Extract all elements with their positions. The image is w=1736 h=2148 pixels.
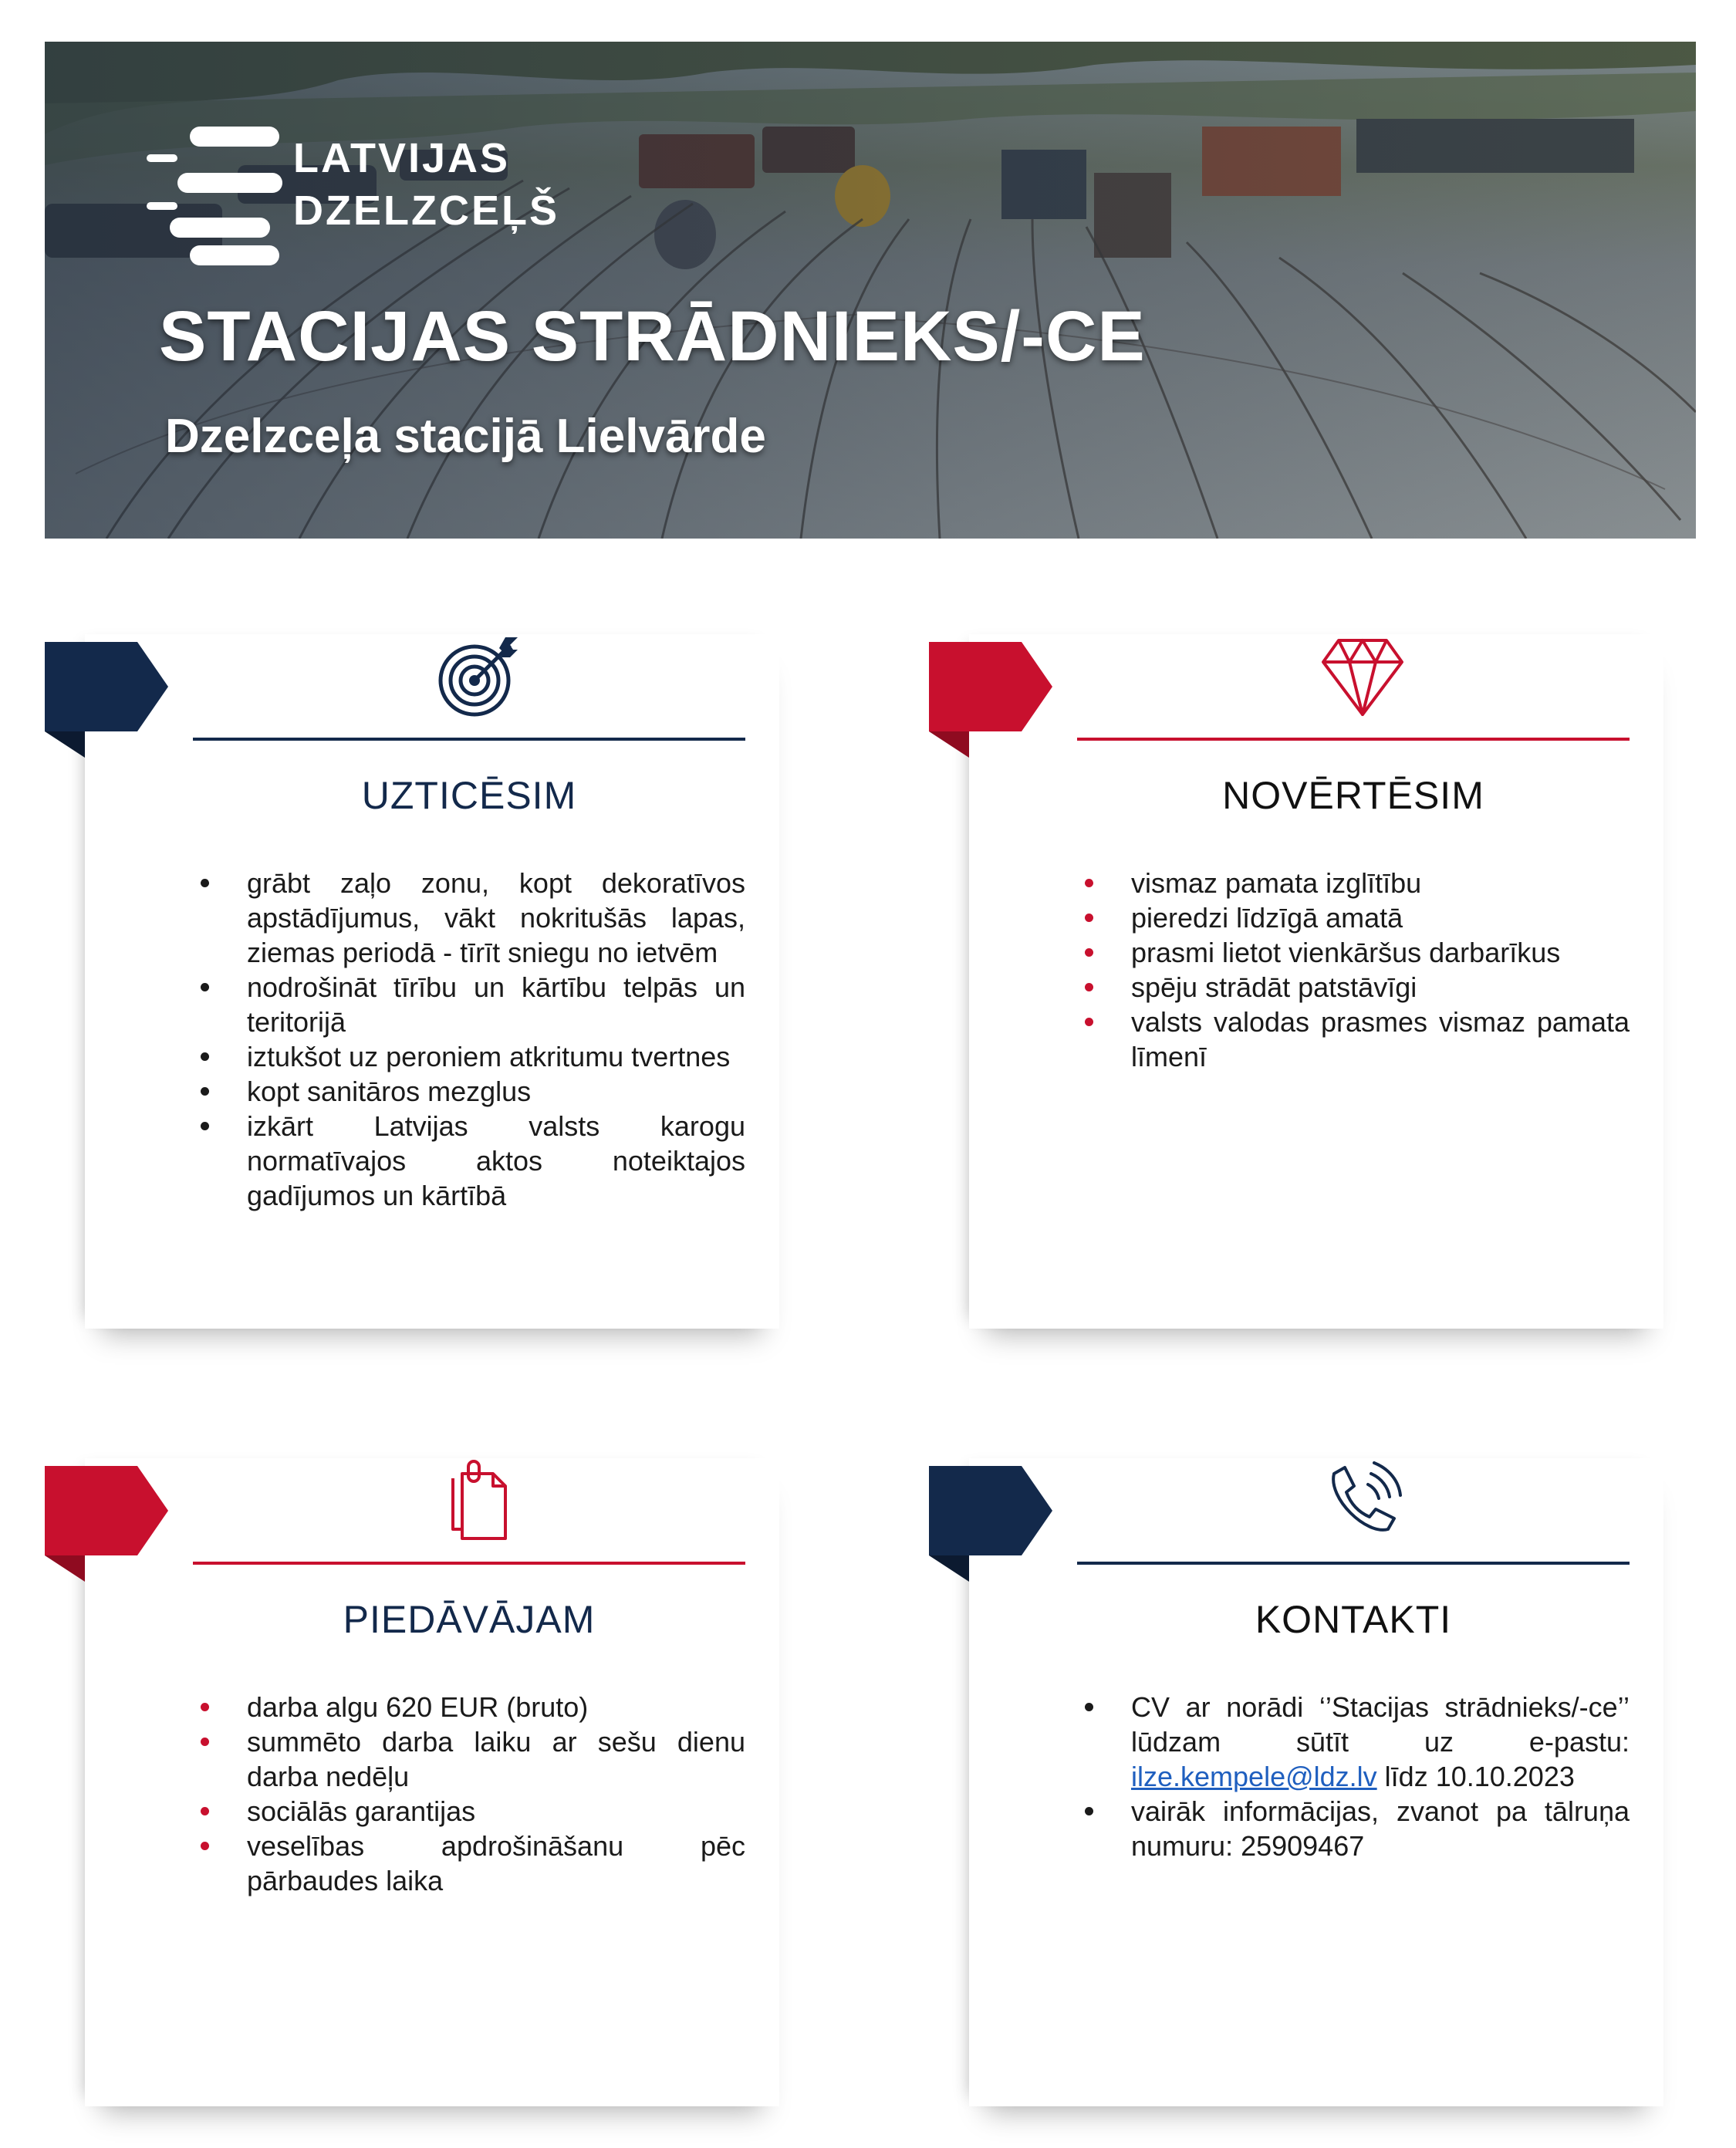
list-item: iztukšot uz peroniem atkritumu tvertnes [247,1039,745,1074]
list-item: veselības apdrošināšanu pēc pārbaudes laika [247,1830,745,1896]
red-flag-icon [45,1466,168,1582]
list-item: vismaz pamata izglītību [1131,866,1630,900]
list-item: grābt zaļo zonu, kopt dekoratīvos apstādījumus, vākt nokritušās lapas, ziemas periodā - tīrīt sniegu no ietvēm [247,867,745,968]
list-item [1131,1690,1630,1794]
job-location: Dzelzceļa stacijā Lielvārde [165,410,766,463]
list-item: nodrošināt tīrību un kārtību telpās un teritorijā [247,971,745,1038]
phone-icon [1320,1458,1405,1543]
bullet-list [1131,866,1630,1074]
section-heading: NOVĒRTĒSIM [1222,774,1484,817]
documents-icon [436,1458,521,1543]
list-item: spēju strādāt patstāvīgi [1131,970,1630,1005]
section-divider [1077,1562,1630,1565]
list-item: pieredzi līdzīgā amatā [1131,900,1630,935]
section-heading: PIEDĀVĀJAM [343,1598,596,1641]
deadline-text: līdz 10.10.2023 [1384,1761,1575,1792]
logo-mark-icon [147,119,285,265]
section-heading: UZTICĒSIM [361,774,577,817]
list-item: prasmi lietot vienkāršus darbarīkus [1131,935,1630,970]
bullet-list [247,866,745,1213]
section-divider [193,738,745,741]
list-item: sociālās garantijas [247,1794,745,1829]
section-heading: KONTAKTI [1255,1598,1452,1641]
section-divider [193,1562,745,1565]
contact-cv-text: CV ar norādi ‘’Stacijas strādnieks/-ce’’ lūdzam sūtīt uz e-pastu: [1131,1691,1630,1758]
bullet-list [247,1690,745,1898]
job-title: STACIJAS STRĀDNIEKS/-CE [159,297,1146,376]
red-flag-icon [929,642,1052,758]
list-item: vairāk informācijas, zvanot pa tālruņa numuru: 25909467 [1131,1795,1630,1862]
list-item: darba algu 620 EUR (bruto) [247,1690,745,1724]
logo-text-line1: LATVIJAS [293,135,511,181]
list-item: izkārt Latvijas valsts karogu normatīvajos aktos noteiktajos gadījumos un kārtībā [247,1110,745,1211]
list-item: summēto darba laiku ar sešu dienu darba nedēļu [247,1726,745,1792]
railway-yard-image [45,42,1696,539]
header-banner [45,42,1696,539]
list-item: valsts valodas prasmes vismaz pamata līmenī [1131,1006,1630,1072]
section-divider [1077,738,1630,741]
email-link[interactable]: ilze.kempele@ldz.lv [1131,1761,1377,1792]
navy-flag-icon [929,1466,1052,1582]
logo-text-line2: DZELZCEĻŠ [293,187,559,234]
target-icon [436,634,521,719]
list-item: kopt sanitāros mezglus [247,1074,745,1109]
navy-flag-icon [45,642,168,758]
bullet-list [1131,1690,1630,1863]
company-logo [147,119,579,281]
diamond-icon [1320,634,1405,719]
